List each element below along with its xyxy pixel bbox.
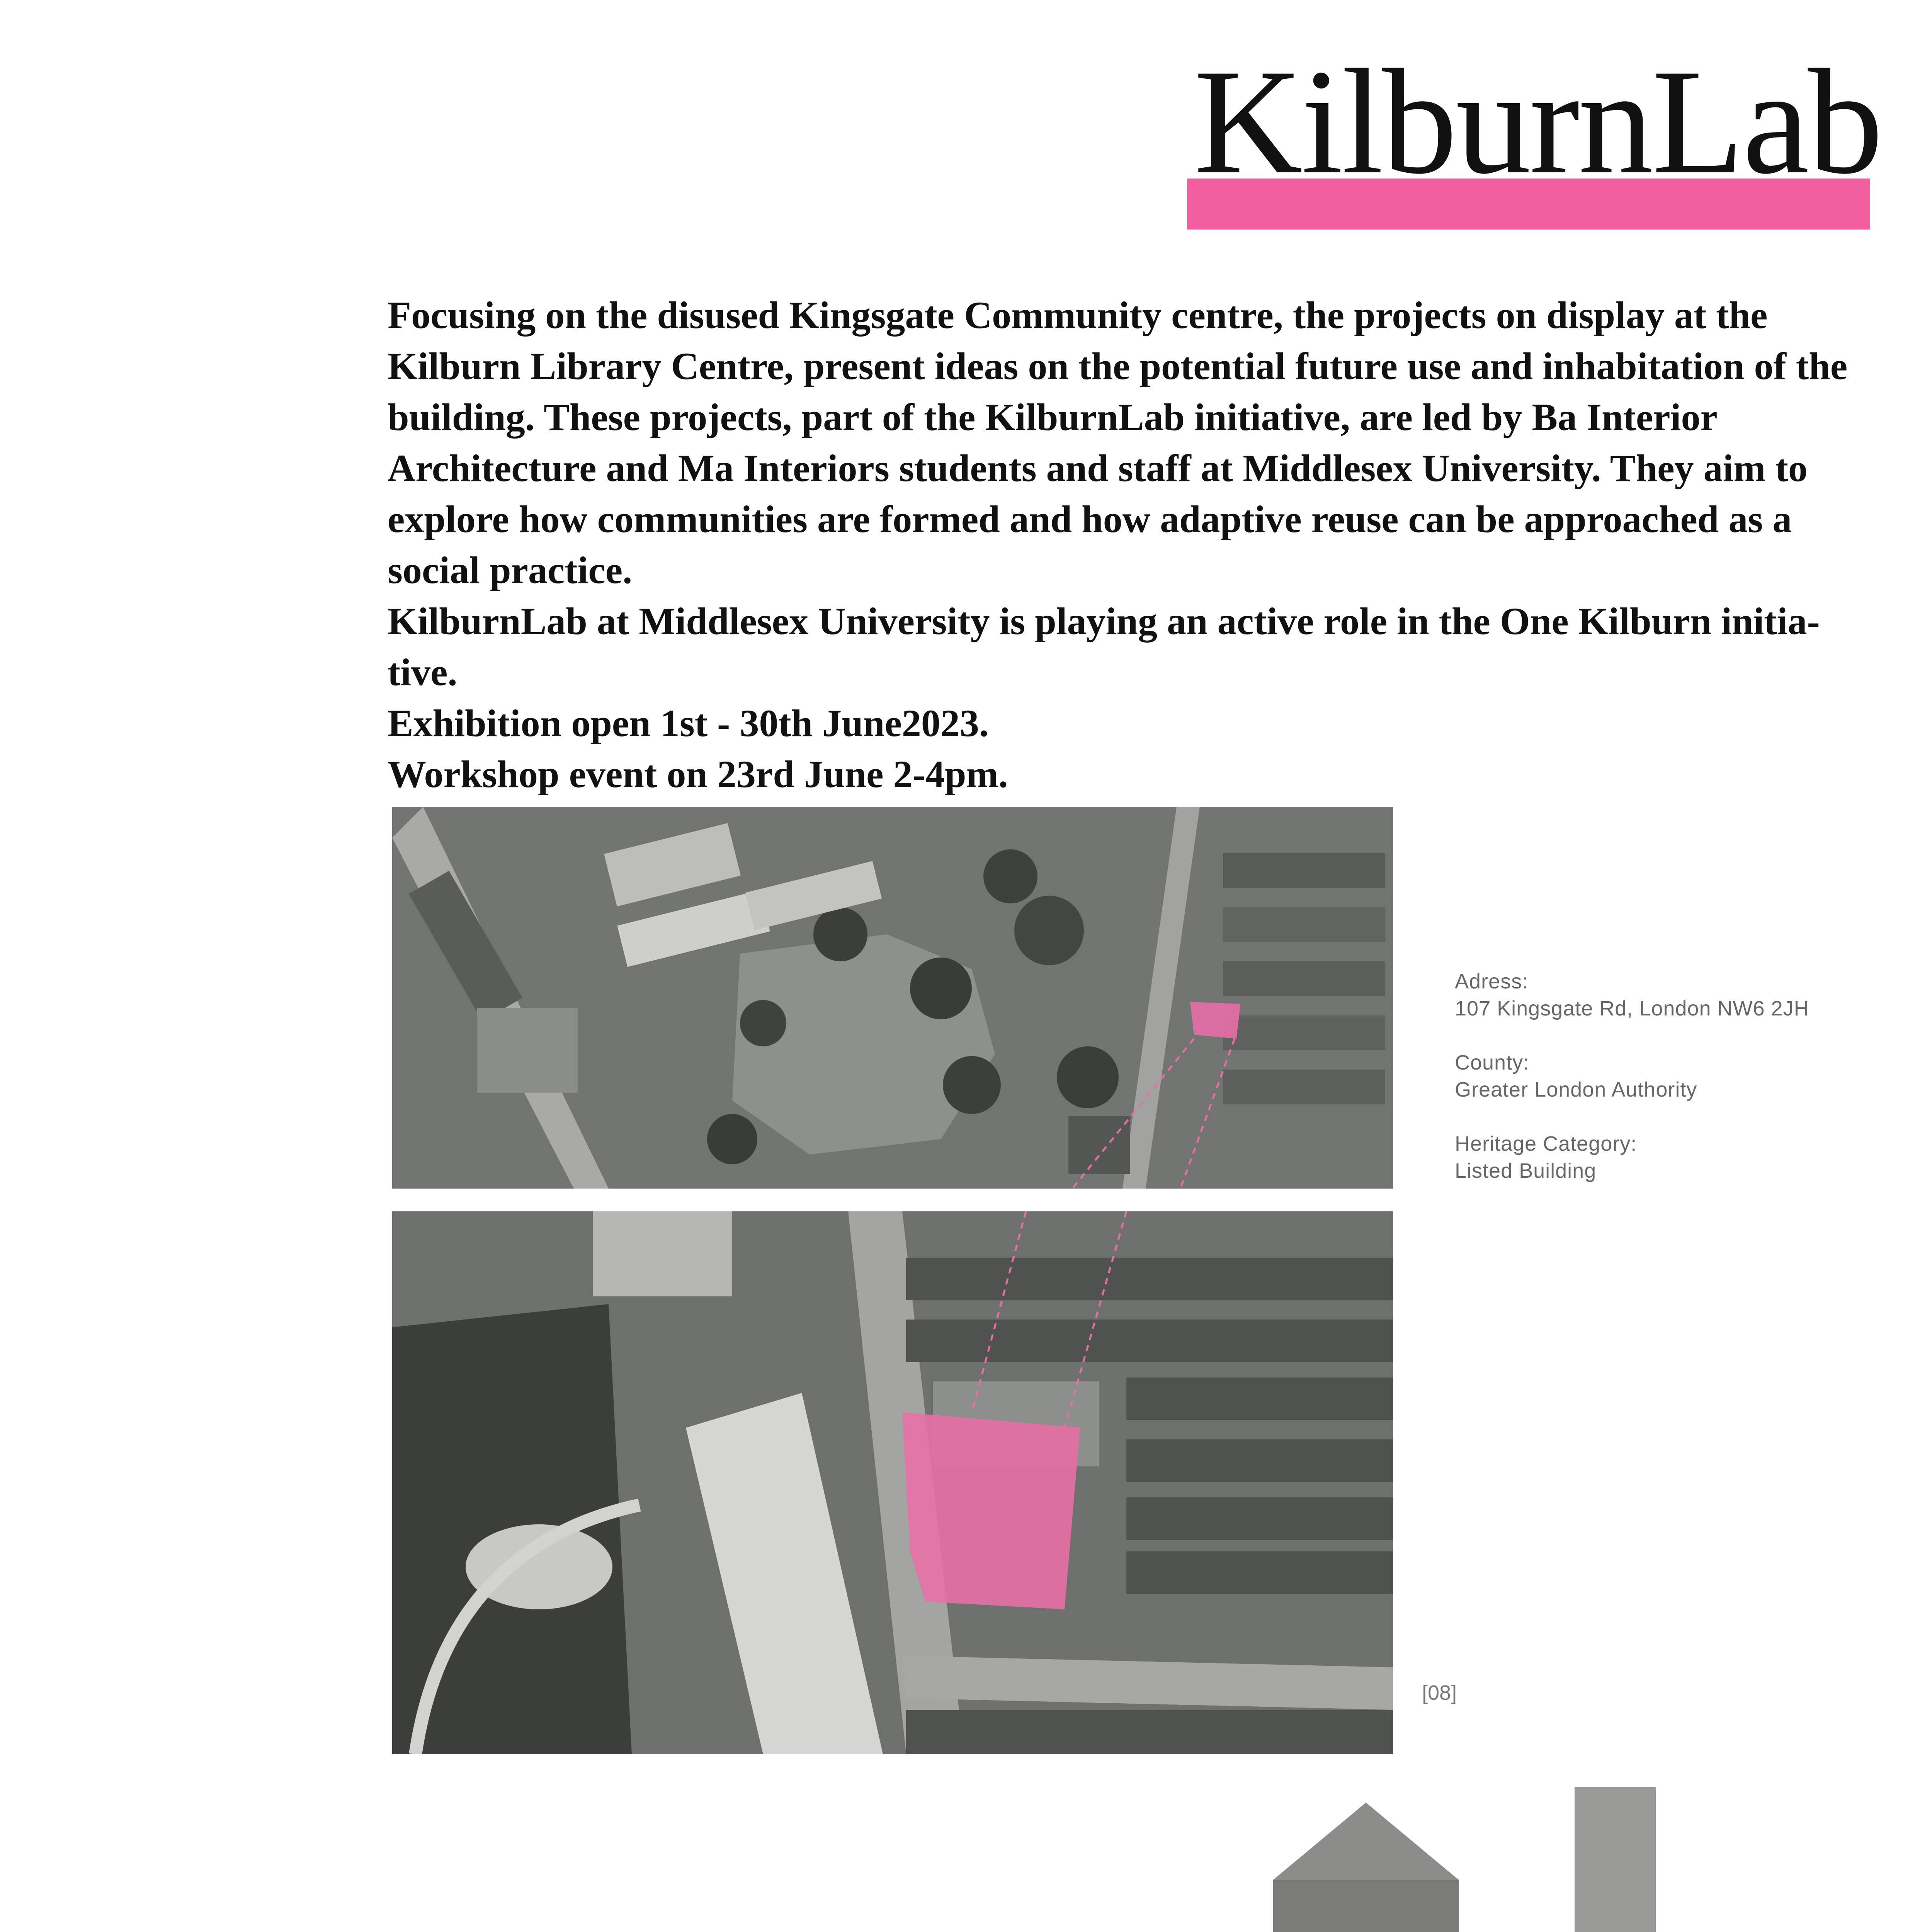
page-title: KilburnLab (1194, 38, 1882, 205)
intro-paragraph: Exhibition open 1st - 30th June2023. (388, 702, 989, 745)
highlighted-building (902, 1412, 1080, 1609)
heritage-value: Listed Building (1455, 1159, 1597, 1182)
building-facade-illustration (392, 1787, 1930, 1932)
heritage-label: Heritage Category: (1455, 1132, 1637, 1155)
aerial-map-detail-image (392, 1211, 1393, 1754)
intro-paragraph: Focusing on the disused Kingsgate Community centre, the projects on display at the Kilburn Library Centre, present ideas on the potential future use and inhabitation of the building. These projects, part of the KilburnLab initiative, are led by Ba Interior Architecture and Ma Interiors students and staff at Middlesex University. They aim to explore how communities are formed and how adaptive reuse can be approached as a social practice. (388, 294, 1848, 592)
intro-text (388, 290, 1867, 800)
address-label: Adress: (1455, 970, 1529, 993)
aerial-map-detail (392, 1211, 1393, 1754)
aerial-map-overview-image (392, 807, 1393, 1189)
address-value: 107 Kingsgate Rd, London NW6 2JH (1455, 997, 1810, 1020)
highlighted-site-marker (1190, 1002, 1240, 1039)
intro-paragraph: Workshop event on 23rd June 2-4pm. (388, 753, 1008, 796)
figure-tag-08: [08] (1422, 1681, 1457, 1704)
aerial-map-overview (392, 807, 1393, 1189)
intro-paragraph: KilburnLab at Middlesex University is playing an active role in the One Kilburn initia-tive. (388, 600, 1820, 694)
facade-image (392, 1787, 1930, 1932)
county-value: Greater London Authority (1455, 1078, 1697, 1101)
county-label: County: (1455, 1051, 1530, 1074)
